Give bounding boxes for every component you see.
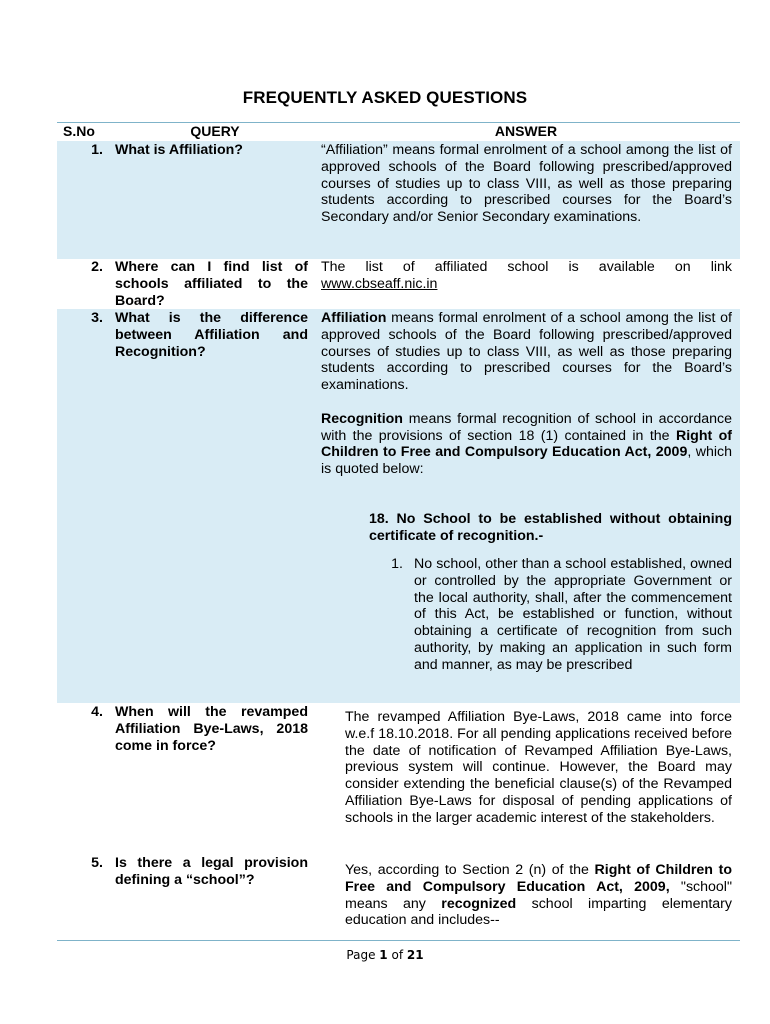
row-5-number: 5. <box>91 855 103 871</box>
row-1-number: 1. <box>91 142 103 158</box>
row-2-answer <box>321 259 732 293</box>
affiliation-list-link[interactable]: www.cbseaff.nic.in <box>321 275 438 292</box>
footer-prefix: Page <box>346 948 380 962</box>
recognition-term: Recognition <box>321 410 403 427</box>
row-5-answer-text-1: Yes, according to Section 2 (n) of the <box>345 862 595 878</box>
table-bottom-rule <box>57 940 740 941</box>
footer-middle: of <box>387 948 407 962</box>
rte-act-name: Right of Children to Free and Compulsory Education Act, 2009 <box>321 427 732 461</box>
row-2-number: 2. <box>91 259 103 275</box>
header-sno: S.No <box>63 123 95 139</box>
row-3-number: 3. <box>91 310 103 326</box>
section-18-item-text: No school, other than a school established, owned or controlled by the appropriate Government or the local authority, shall, after the commencement of this Act, be established or function, without obtaining a certificate of recognition from such authority, by making an application in such form and manner, as may be prescribed <box>414 556 732 673</box>
row-5-answer-text-2: "school" means any <box>345 878 732 912</box>
row-5-act-name: Right of Children to Free and Compulsory Education Act, 2009, <box>345 862 732 895</box>
footer-total-pages: 21 <box>406 948 424 962</box>
row-4-number: 4. <box>91 704 103 720</box>
row-5-answer <box>345 862 732 929</box>
page-title: FREQUENTLY ASKED QUESTIONS <box>242 88 528 107</box>
row-1-query: What is Affiliation? <box>115 142 243 158</box>
affiliation-text: means formal enrolment of a school among the list of approved schools of the Board following prescribed/approved courses of studies up to class VIII, as well as those preparing students according to prescribed courses for the Board’s examinations. <box>321 310 732 394</box>
recognition-text-2: , which is quoted below: <box>321 444 732 478</box>
row-4-query: When will the revamped Affiliation Bye-Laws, 2018 come in force? <box>115 704 308 754</box>
row-2-query: Where can I find list of schools affiliated to the Board? <box>115 259 308 309</box>
header-query: QUERY <box>190 123 240 139</box>
header-answer: ANSWER <box>494 123 558 139</box>
row-1-answer: “Affiliation” means formal enrolment of a school among the list of approved schools of the Board following prescribed/approved courses of studies up to class VIII, as well as those preparing students according to prescribed courses for the Board’s Secondary and/or Senior Secondary examinations. <box>321 142 732 226</box>
section-18-heading: 18. No School to be established without obtaining certificate of recognition.- <box>369 511 732 544</box>
recognition-definition <box>321 411 732 478</box>
affiliation-term: Affiliation <box>321 310 387 326</box>
footer-current-page: 1 <box>379 948 388 962</box>
row-5-answer-text-3: school imparting elementary education and includes-- <box>345 895 732 929</box>
row-3-query: What is the difference between Affiliation and Recognition? <box>115 310 308 360</box>
row-4-answer: The revamped Affiliation Bye-Laws, 2018 came into force w.e.f 18.10.2018. For all pending applications received before the date of notification of Revamped Affiliation Bye-Laws, previous system will continue. However, the Board may consider extending the beneficial clause(s) of the Revamped Affiliation Bye-Laws for disposal of pending applications of schools in the larger academic interest of the stakeholders. <box>345 709 732 826</box>
page-footer <box>0 948 770 962</box>
affiliation-definition <box>321 310 732 394</box>
recognition-text-1: means formal recognition of school in accordance with the provisions of section 18 (1) contained in the <box>321 410 732 444</box>
row-2-answer-text: The list of affiliated school is available on link <box>321 259 732 275</box>
row-5-recognized: recognized <box>441 895 517 912</box>
section-18-item-number: 1. <box>391 556 403 572</box>
row-5-query: Is there a legal provision defining a “school”? <box>115 855 308 888</box>
row-3-answer <box>321 310 732 478</box>
